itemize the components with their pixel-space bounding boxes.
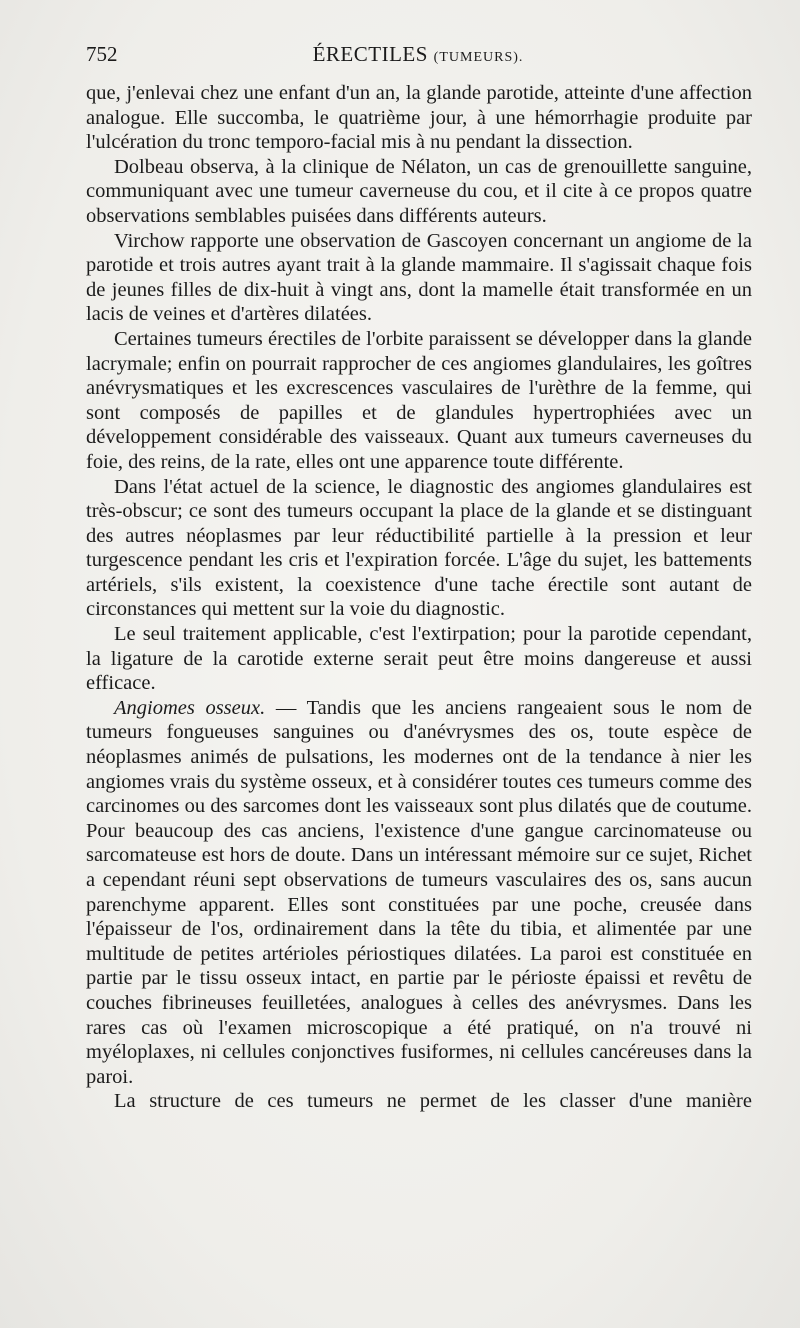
paragraph-text: Dolbeau observa, à la clinique de Nélaton, un cas de grenouillette sanguine, communiquant avec une tumeur caverneuse du cou, et il cite à ce propos quatre observations semblables puisées dans différents auteurs.	[86, 155, 752, 227]
paragraph-text: que, j'enlevai chez une enfant d'un an, la glande parotide, atteinte d'une affection analogue. Elle succomba, le quatrième jour, à une hémorrhagie produite par l'ulcération du tronc temporo-facial mis à nu pendant la dissection.	[86, 82, 752, 154]
paragraph	[86, 229, 752, 327]
paragraph	[86, 155, 752, 229]
running-head-main: ÉRECTILES	[312, 42, 434, 66]
paragraph	[86, 622, 752, 696]
paragraph-text: Le seul traitement applicable, c'est l'extirpation; pour la parotide cependant, la ligature de la carotide externe serait peut être moins dangereuse et aussi efficace.	[86, 623, 752, 695]
running-head	[86, 42, 750, 67]
paragraph-text: — Tandis que les anciens rangeaient sous le nom de tumeurs fongueuses sanguines ou d'anévrysmes des os, toute espèce de néoplasmes animés de pulsations, les modernes ont de la tendance à nier les angiomes vrais du système osseux, et à considérer toutes ces tumeurs comme des carcinomes ou des sarcomes dont les vaisseaux sont plus dilatés que de coutume. Pour beaucoup des cas anciens, l'existence d'une gangue carcinomateuse ou sarcomateuse est hors de doute. Dans un intéressant mémoire sur ce sujet, Richet a cependant réuni sept observations de tumeurs vasculaires des os, sans aucun parenchyme apparent. Elles sont constituées par une poche, creusée dans l'épaisseur de l'os, ordinairement dans la tête du tibia, et alimentée par une multitude de petites artérioles périostiques dilatées. La paroi est constituée en partie par le tissu osseux intact, en partie par le périoste épaissi et revêtu de couches fibrineuses feuilletées, analogues à celles des anévrysmes. Dans les rares cas où l'examen microscopique a été pratiqué, on n'a trouvé ni myéloplaxes, ni cellules conjonctives fusiformes, ni cellules cancéreuses dans la paroi.	[86, 696, 752, 1088]
page-number: 752	[86, 42, 118, 66]
paragraph-text: La structure de ces tumeurs ne permet de les classer d'une manière	[114, 1090, 752, 1113]
paragraph-text: Certaines tumeurs érectiles de l'orbite paraissent se développer dans la glande lacrymale; enfin on pourrait rapprocher de ces angiomes glandulaires, les goîtres anévrysmatiques et les excrescences vasculaires de l'urèthre de la femme, qui sont composés de papilles et de glandules hypertrophiées avec un développement considérable des vaisseaux. Quant aux tumeurs caverneuses du foie, des reins, de la rate, elles ont une apparence toute différente.	[86, 327, 752, 473]
paragraph	[86, 696, 752, 1090]
paragraph-text: Virchow rapporte une observation de Gascoyen concernant un angiome de la parotide et trois autres ayant trait à la glande mammaire. Il s'agissait chaque fois de jeunes filles de dix-huit à vingt ans, dont la mamelle était transformée en un lacis de veines et d'artères dilatées.	[86, 229, 752, 326]
paragraph	[86, 475, 752, 623]
running-head-subtitle: (TUMEURS).	[433, 50, 524, 65]
body-text	[86, 81, 752, 1114]
paragraph	[86, 1089, 752, 1114]
paragraph	[86, 81, 752, 155]
page-header	[86, 42, 750, 72]
paragraph-lead: Angiomes osseux.	[114, 696, 266, 719]
paragraph-text: Dans l'état actuel de la science, le diagnostic des angiomes glandulaires est très-obscur; ce sont des tumeurs occupant la place de la glande et se distinguant des autres néoplasmes par leur réductibilité partielle à la pression et leur turgescence pendant les cris et l'expiration forcée. L'âge du sujet, les battements artériels, s'ils existent, la coexistence d'une tache érectile sont autant de circonstances qui mettent sur la voie du diagnostic.	[86, 475, 752, 621]
paragraph	[86, 327, 752, 475]
